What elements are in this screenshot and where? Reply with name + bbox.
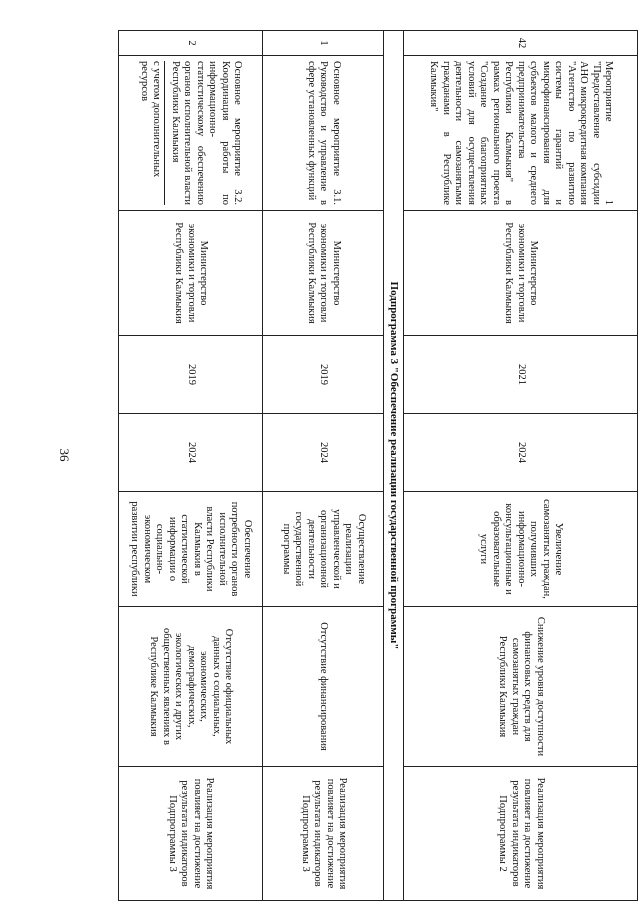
measure-name — [119, 56, 263, 211]
table-row-42 — [404, 31, 638, 901]
executor: Министерство экономики и торговли Республики Калмыкия — [404, 211, 638, 336]
measure-name-main: Основное мероприятие 3.2. Координация работы по информационно-статистическому обеспечению органов исполнительной власти Республики Калмыкия — [169, 61, 244, 205]
expected-result: Осуществление реализации управленческой и организационной деятельности государственной программы — [262, 492, 384, 607]
start-year: 2019 — [119, 336, 263, 414]
indicator-link: Реализация мероприятия повлияет на достижение результата индикаторов Подпрограммы 2 — [404, 767, 638, 901]
executor: Министерство экономики и торговли Республики Калмыкия — [119, 211, 263, 336]
end-year: 2024 — [404, 414, 638, 492]
page-number: 36 — [57, 448, 72, 462]
expected-result: Обеспечение потребности органов исполнительной власти Республики Калмыкия в статистической информации о социально-экономическом развитии республики — [119, 492, 263, 607]
end-year: 2024 — [262, 414, 384, 492]
row-number: 42 — [404, 31, 638, 56]
indicator-link: Реализация мероприятия повлияет на достижение результата индикаторов Подпрограммы 3 — [119, 767, 263, 901]
end-year: 2024 — [119, 414, 263, 492]
measures-table — [118, 30, 638, 901]
start-year: 2019 — [262, 336, 384, 414]
row-number: 2 — [119, 31, 263, 56]
risk: Снижение уровня доступности финансовых средств для самозанятых граждан Республики Калмыкия — [404, 607, 638, 767]
row-number: 1 — [262, 31, 384, 56]
section-row — [384, 31, 404, 901]
executor: Министерство экономики и торговли Республики Калмыкия — [262, 211, 384, 336]
measure-name: Основное мероприятие 3.1. Руководство и управление в сфере установленных функций — [262, 56, 384, 211]
risk: Отсутствие финансирования — [262, 607, 384, 767]
rotated-table-sheet — [118, 30, 638, 900]
table-row-2 — [119, 31, 263, 901]
table-row-1 — [262, 31, 384, 901]
measure-name: Мероприятие 1 "Предоставление субсидии АНО микрокредитная компания "Агентство по развитию системы гарантий и микрофинансирования для субъектов малого и среднего предпринимательства Республики Калмыкия" в рамках регионального проекта "Создание благоприятных условий для осуществления деятельности самозанятыми гражданами в Республике Калмыкия" — [404, 56, 638, 211]
section-title: Подпрограмма 3 "Обеспечение реализации государственной программы" — [384, 31, 404, 901]
indicator-link: Реализация мероприятия повлияет на достижение результата индикаторов Подпрограммы 3 — [262, 767, 384, 901]
measure-name-extra: с учетом дополнительных ресурсов — [137, 61, 165, 205]
risk: Отсутствие официальных данных о социальных, экономических, демографических, экологических и других общественных явлениях в Республике Калмыкия — [119, 607, 263, 767]
start-year: 2021 — [404, 336, 638, 414]
expected-result: Увеличение самозанятых граждан, получивших информационно-консультационные и образовательные услуги — [404, 492, 638, 607]
